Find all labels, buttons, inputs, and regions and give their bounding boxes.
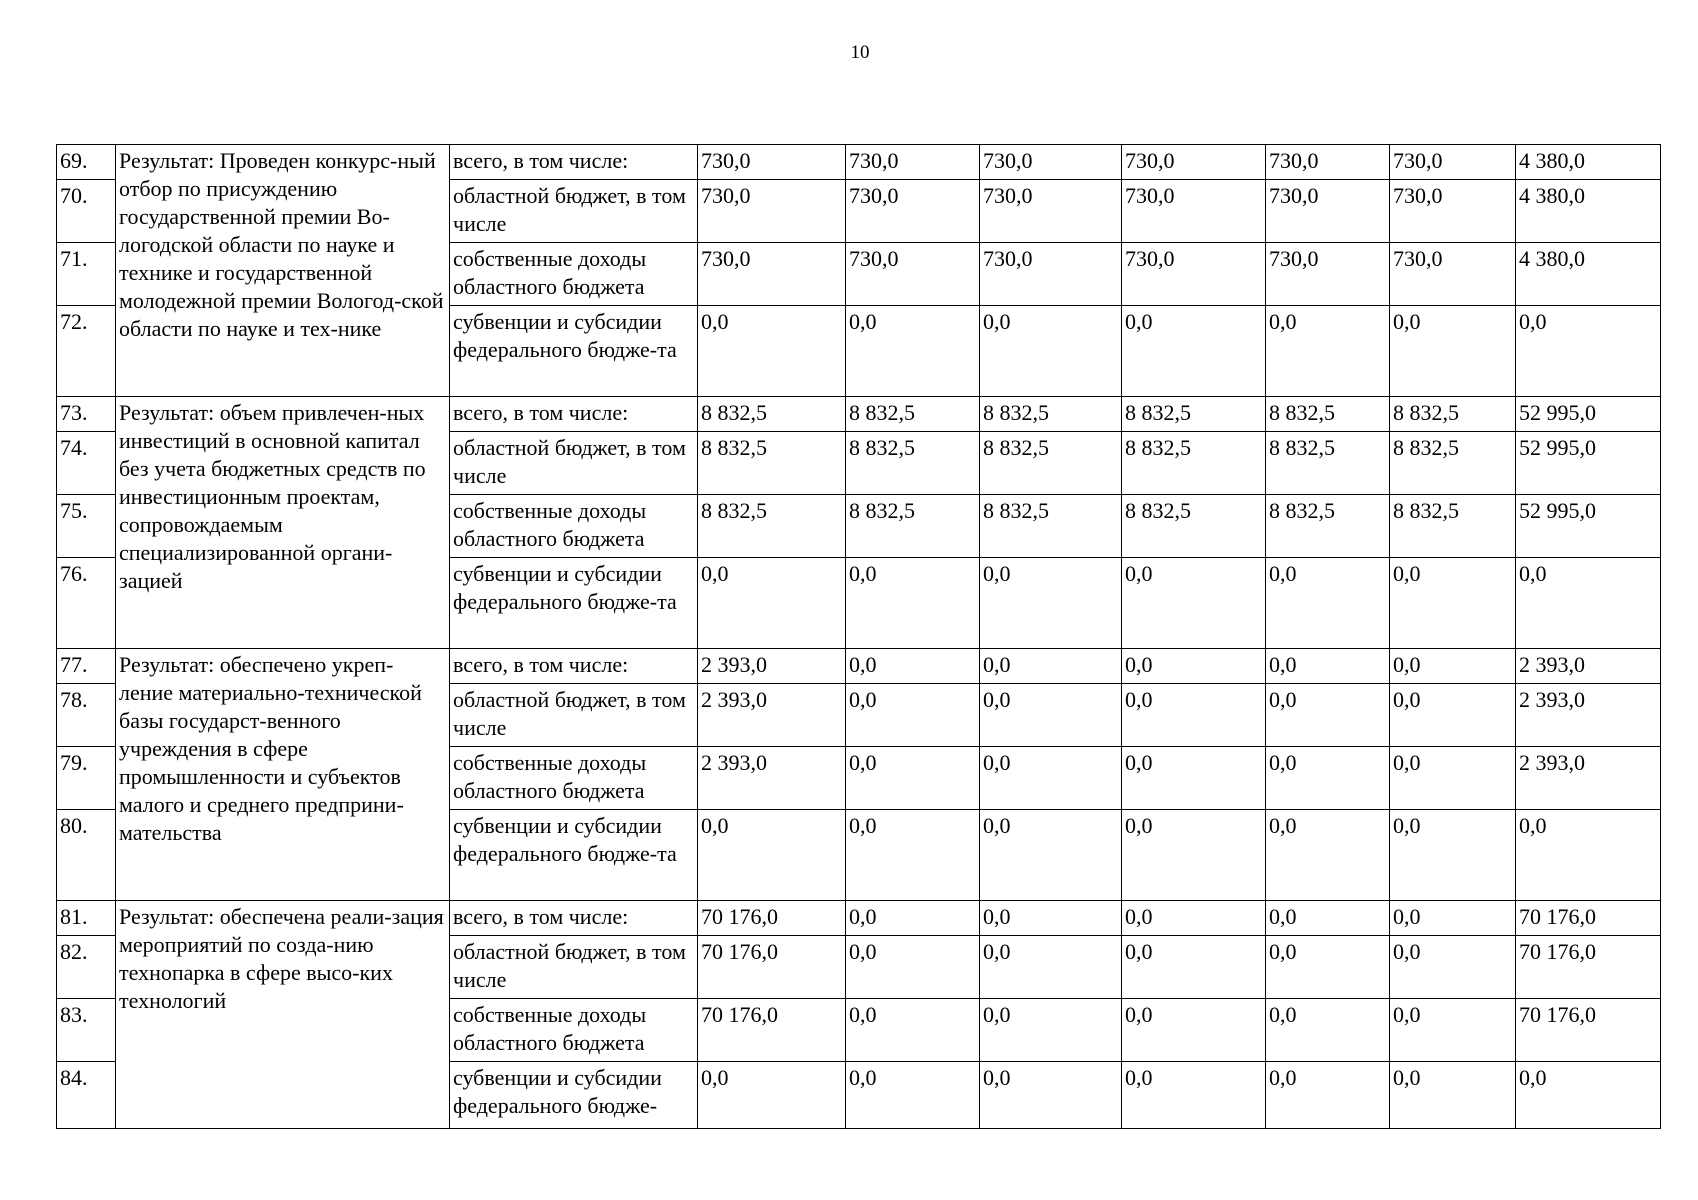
year-value: 0,0 [1266,901,1390,936]
page-number: 10 [850,42,870,63]
year-value: 0,0 [698,306,846,397]
total-value: 4 380,0 [1516,145,1661,180]
funding-category: областной бюджет, в том числе [450,684,698,747]
year-value: 0,0 [698,810,846,901]
year-value: 0,0 [1390,901,1516,936]
year-value: 0,0 [1266,558,1390,649]
year-value: 8 832,5 [1122,495,1266,558]
year-value: 8 832,5 [980,397,1122,432]
result-description: Результат: обеспечено укреп-ление материально-технической базы государст-венного учреждения в сфере промышленности и субъектов малого и среднего предприни-мательства [116,649,450,901]
year-value: 0,0 [1390,747,1516,810]
year-value: 730,0 [846,243,980,306]
year-value: 8 832,5 [1122,397,1266,432]
year-value: 0,0 [980,936,1122,999]
year-value: 0,0 [1266,747,1390,810]
year-value: 0,0 [846,1062,980,1129]
total-value: 4 380,0 [1516,180,1661,243]
funding-category: субвенции и субсидии федерального бюдже-та [450,810,698,901]
result-description: Результат: объем привлечен-ных инвестиций в основной капитал без учета бюджетных средств по инвестиционным проектам, сопровождаемым специализированной органи-зацией [116,397,450,649]
funding-category: областной бюджет, в том числе [450,936,698,999]
row-number: 73. [57,397,116,432]
year-value: 2 393,0 [698,747,846,810]
row-number: 75. [57,495,116,558]
year-value: 0,0 [1266,999,1390,1062]
total-value: 70 176,0 [1516,901,1661,936]
row-number: 81. [57,901,116,936]
year-value: 730,0 [698,145,846,180]
year-value: 730,0 [1266,145,1390,180]
year-value: 0,0 [846,936,980,999]
table-row [57,397,1661,432]
year-value: 8 832,5 [1266,397,1390,432]
funding-category: субвенции и субсидии федерального бюдже-та [450,306,698,397]
table-row [57,901,1661,936]
row-number: 84. [57,1062,116,1129]
year-value: 0,0 [846,747,980,810]
year-value: 730,0 [1390,145,1516,180]
year-value: 730,0 [846,180,980,243]
funding-category: всего, в том числе: [450,145,698,180]
total-value: 0,0 [1516,306,1661,397]
year-value: 8 832,5 [1390,397,1516,432]
year-value: 8 832,5 [1266,495,1390,558]
year-value: 730,0 [980,243,1122,306]
year-value: 730,0 [1266,180,1390,243]
year-value: 0,0 [1122,747,1266,810]
year-value: 8 832,5 [1122,432,1266,495]
total-value: 2 393,0 [1516,747,1661,810]
total-value: 70 176,0 [1516,936,1661,999]
total-value: 52 995,0 [1516,432,1661,495]
year-value: 0,0 [980,684,1122,747]
year-value: 730,0 [698,180,846,243]
year-value: 0,0 [846,999,980,1062]
year-value: 2 393,0 [698,649,846,684]
table-row [57,649,1661,684]
funding-category: всего, в том числе: [450,397,698,432]
total-value: 0,0 [1516,1062,1661,1129]
year-value: 0,0 [1122,558,1266,649]
year-value: 8 832,5 [980,495,1122,558]
year-value: 0,0 [980,999,1122,1062]
year-value: 8 832,5 [846,432,980,495]
funding-category: всего, в том числе: [450,901,698,936]
year-value: 0,0 [980,1062,1122,1129]
year-value: 70 176,0 [698,901,846,936]
total-value: 52 995,0 [1516,495,1661,558]
table-row [57,145,1661,180]
total-value: 2 393,0 [1516,684,1661,747]
year-value: 0,0 [1390,306,1516,397]
row-number: 79. [57,747,116,810]
year-value: 0,0 [846,901,980,936]
funding-category: субвенции и субсидии федерального бюдже- [450,1062,698,1129]
year-value: 0,0 [846,649,980,684]
year-value: 8 832,5 [846,397,980,432]
year-value: 0,0 [980,810,1122,901]
year-value: 0,0 [980,558,1122,649]
year-value: 8 832,5 [1390,495,1516,558]
year-value: 0,0 [1122,684,1266,747]
year-value: 730,0 [1122,145,1266,180]
year-value: 0,0 [846,684,980,747]
funding-category: собственные доходы областного бюджета [450,243,698,306]
year-value: 0,0 [980,649,1122,684]
funding-category: собственные доходы областного бюджета [450,495,698,558]
year-value: 70 176,0 [698,999,846,1062]
year-value: 8 832,5 [1390,432,1516,495]
row-number: 71. [57,243,116,306]
year-value: 70 176,0 [698,936,846,999]
year-value: 0,0 [1390,936,1516,999]
year-value: 0,0 [1122,1062,1266,1129]
total-value: 0,0 [1516,558,1661,649]
year-value: 0,0 [980,901,1122,936]
year-value: 0,0 [698,1062,846,1129]
year-value: 8 832,5 [980,432,1122,495]
result-description: Результат: обеспечена реали-зация мероприятий по созда-нию технопарка в сфере высо-ких технологий [116,901,450,1129]
row-number: 72. [57,306,116,397]
year-value: 0,0 [1266,936,1390,999]
year-value: 730,0 [1122,180,1266,243]
year-value: 730,0 [846,145,980,180]
year-value: 0,0 [1122,936,1266,999]
row-number: 76. [57,558,116,649]
row-number: 70. [57,180,116,243]
year-value: 0,0 [846,558,980,649]
year-value: 730,0 [698,243,846,306]
funding-category: всего, в том числе: [450,649,698,684]
total-value: 70 176,0 [1516,999,1661,1062]
total-value: 52 995,0 [1516,397,1661,432]
year-value: 8 832,5 [698,432,846,495]
result-description: Результат: Проведен конкурс-ный отбор по присуждению государственной премии Во-логодской области по науке и технике и государственной молодежной премии Вологод-ской области по науке и тех-нике [116,145,450,397]
year-value: 730,0 [1266,243,1390,306]
year-value: 730,0 [980,145,1122,180]
year-value: 730,0 [1390,243,1516,306]
funding-category: субвенции и субсидии федерального бюдже-та [450,558,698,649]
year-value: 0,0 [980,747,1122,810]
row-number: 77. [57,649,116,684]
year-value: 0,0 [846,306,980,397]
year-value: 0,0 [1266,810,1390,901]
year-value: 730,0 [1122,243,1266,306]
funding-category: областной бюджет, в том числе [450,180,698,243]
year-value: 730,0 [1390,180,1516,243]
year-value: 0,0 [1266,649,1390,684]
year-value: 0,0 [1122,306,1266,397]
year-value: 0,0 [1266,1062,1390,1129]
row-number: 74. [57,432,116,495]
budget-table [56,144,1661,1129]
year-value: 0,0 [1122,649,1266,684]
year-value: 0,0 [980,306,1122,397]
row-number: 82. [57,936,116,999]
year-value: 0,0 [1390,558,1516,649]
row-number: 69. [57,145,116,180]
year-value: 2 393,0 [698,684,846,747]
total-value: 2 393,0 [1516,649,1661,684]
year-value: 0,0 [1122,901,1266,936]
year-value: 0,0 [1390,649,1516,684]
year-value: 0,0 [846,810,980,901]
year-value: 730,0 [980,180,1122,243]
total-value: 0,0 [1516,810,1661,901]
year-value: 0,0 [1266,684,1390,747]
year-value: 8 832,5 [846,495,980,558]
year-value: 0,0 [1390,810,1516,901]
year-value: 0,0 [1390,999,1516,1062]
row-number: 83. [57,999,116,1062]
row-number: 80. [57,810,116,901]
funding-category: областной бюджет, в том числе [450,432,698,495]
funding-category: собственные доходы областного бюджета [450,747,698,810]
row-number: 78. [57,684,116,747]
year-value: 8 832,5 [698,397,846,432]
total-value: 4 380,0 [1516,243,1661,306]
funding-category: собственные доходы областного бюджета [450,999,698,1062]
year-value: 0,0 [1390,684,1516,747]
year-value: 0,0 [1390,1062,1516,1129]
year-value: 0,0 [1122,810,1266,901]
year-value: 0,0 [1122,999,1266,1062]
year-value: 8 832,5 [1266,432,1390,495]
year-value: 0,0 [1266,306,1390,397]
year-value: 8 832,5 [698,495,846,558]
year-value: 0,0 [698,558,846,649]
